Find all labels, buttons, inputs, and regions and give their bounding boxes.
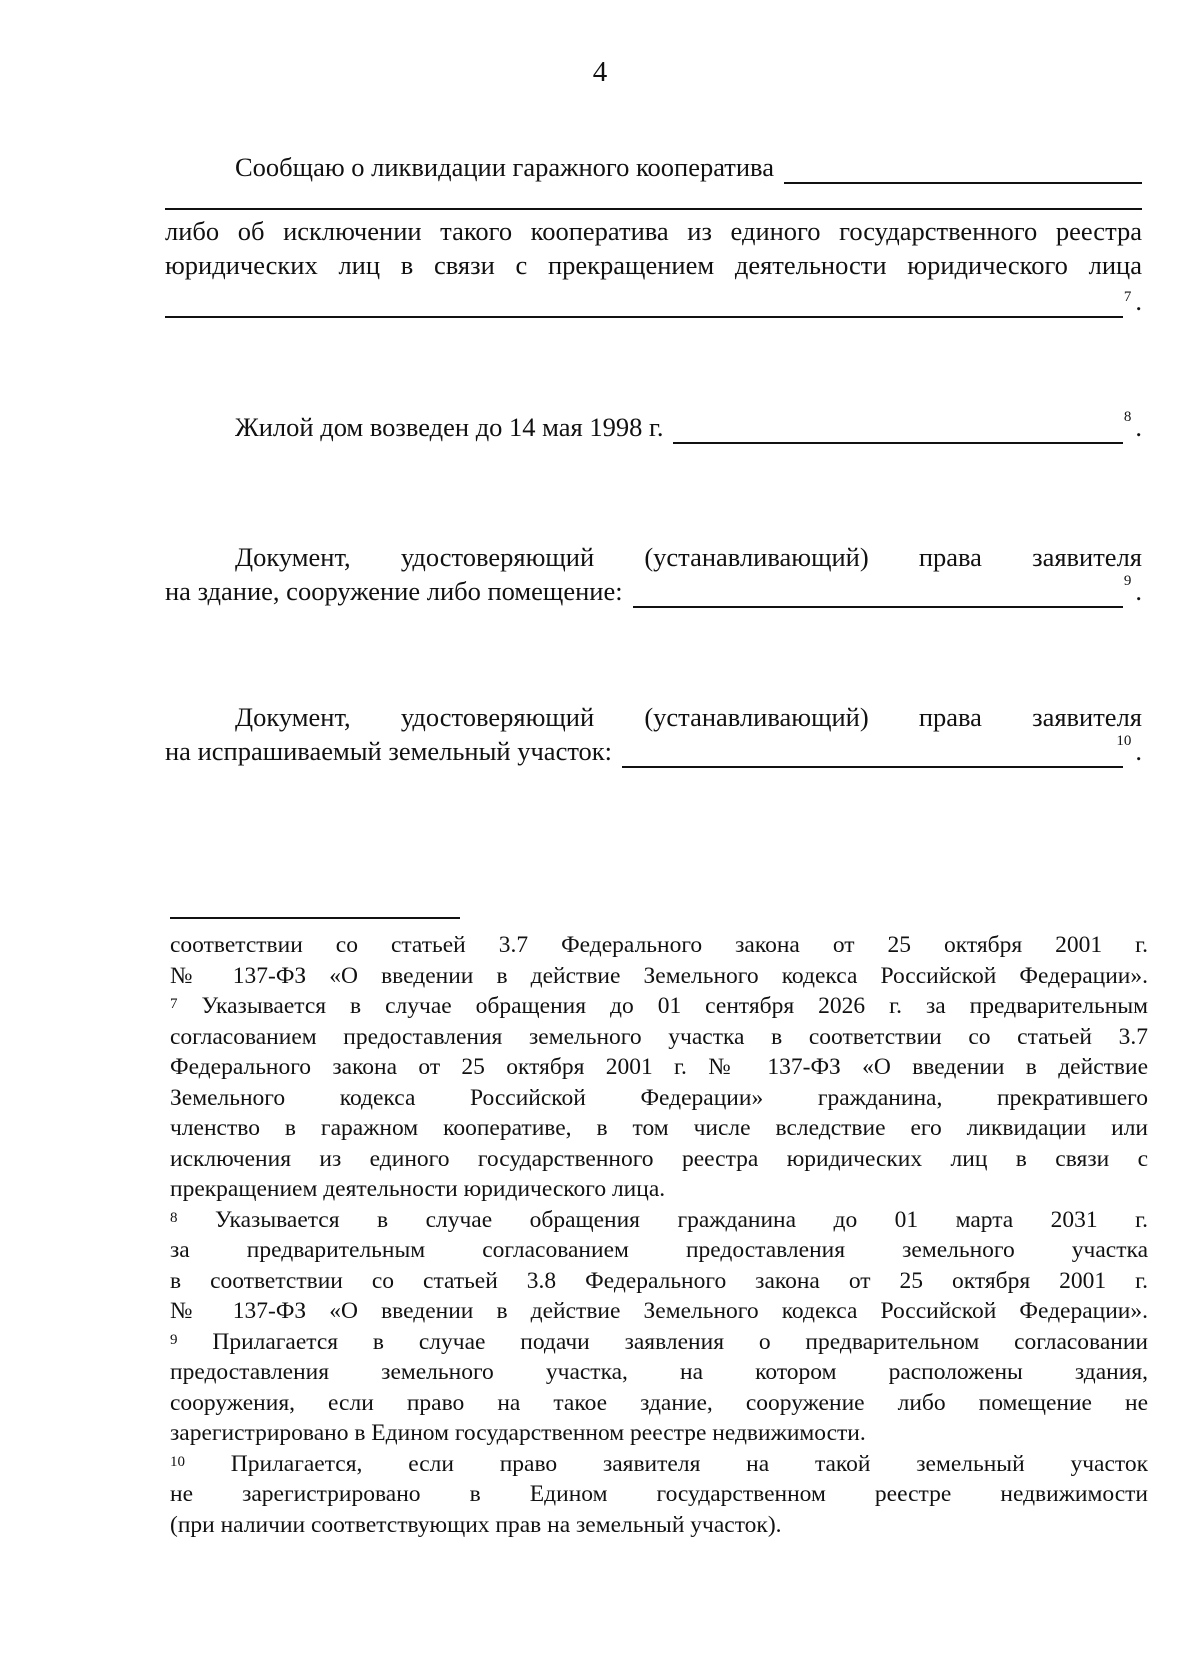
house-row: [165, 410, 1142, 444]
liquidation-details-blank[interactable]: [165, 289, 1132, 318]
footnote-7-line: Земельного кодекса Российской Федерации» гражданина, прекратившего: [170, 1084, 1148, 1111]
page-number: 4: [592, 56, 608, 88]
footnote-9-line: сооружения, если право на такое здание, сооружение либо помещение не: [170, 1389, 1148, 1416]
footnote-cont-line: № 137-ФЗ «О введении в действие Земельного кодекса Российской Федерации».: [170, 962, 1148, 989]
liquidation-text-1: Сообщаю о ликвидации гаражного кооператива: [235, 152, 774, 182]
footnote-7-line: членство в гаражном кооперативе, в том числе вследствие его ликвидации или: [170, 1115, 1148, 1141]
footnote-9-text: Прилагается в случае подачи заявления о предварительном согласовании: [212, 1328, 1149, 1355]
building-doc-text-2: на здание, сооружение либо помещение:: [165, 576, 623, 606]
footnote-9-line: зарегистрировано в Едином государственном реестре недвижимости.: [170, 1420, 866, 1446]
footnote-7-line: Федерального закона от 25 октября 2001 г. № 137-ФЗ «О введении в действие: [170, 1054, 1148, 1080]
liquidation-text-3: юридических лиц в связи с прекращением деятельности юридического лица: [165, 250, 1142, 280]
footnote-ref-8: 8: [1123, 409, 1132, 425]
footnotes: [170, 930, 1148, 1540]
liquidation-first-line: [165, 150, 1142, 184]
building-doc-block: [165, 540, 1142, 608]
building-doc-text-1: Документ, удостоверяющий (устанавливающий) права заявителя: [235, 542, 1142, 572]
liquidation-last-row: [165, 284, 1142, 318]
footnote-8-text: Указывается в случае обращения гражданина до 01 марта 2031 г.: [214, 1206, 1148, 1233]
liquidation-blank-row: [165, 190, 1142, 210]
house-end: .: [1135, 412, 1142, 442]
land-doc-row: [165, 734, 1142, 768]
footnote-cont-line: соответствии со статьей 3.7 Федерального закона от 25 октября 2001 г.: [170, 932, 1148, 958]
footnote-7-text: Указывается в случае обращения до 01 сентября 2026 г. за предварительным: [201, 993, 1148, 1019]
house-blank[interactable]: [673, 409, 1132, 444]
footnote-mark-7: 7: [170, 996, 178, 1012]
footnote-10-line: не зарегистрировано в Едином государственном реестре недвижимости: [170, 1481, 1148, 1507]
footnote-mark-8: 8: [170, 1209, 178, 1226]
footnote-7-line: согласованием предоставления земельного участка в соответствии со статьей 3.7: [170, 1023, 1148, 1050]
footnote-ref-10: 10: [1116, 733, 1132, 749]
house-block: [165, 410, 1142, 444]
land-doc-end: .: [1135, 736, 1142, 766]
land-doc-blank[interactable]: [622, 733, 1132, 768]
land-doc-text-2: на испрашиваемый земельный участок:: [165, 736, 613, 766]
footnote-8-line: № 137-ФЗ «О введении в действие Земельного кодекса Российской Федерации».: [170, 1298, 1148, 1324]
footnote-8-line: за предварительным согласованием предоставления земельного участка: [170, 1237, 1148, 1263]
cooperative-name-blank-2[interactable]: [165, 190, 1142, 210]
footnote-9-line: [170, 1327, 1148, 1358]
footnote-8-line: [170, 1205, 1148, 1236]
liquidation-block: [165, 150, 1142, 318]
footnote-8-line: в соответствии со статьей 3.8 Федерального закона от 25 октября 2001 г.: [170, 1267, 1148, 1294]
land-doc-text-1: Документ, удостоверяющий (устанавливающий) права заявителя: [235, 702, 1142, 732]
footnote-10-text: Прилагается, если право заявителя на такой земельный участок: [230, 1450, 1148, 1477]
footnote-10-line: [170, 1449, 1148, 1480]
footnote-10-line: (при наличии соответствующих прав на земельный участок).: [170, 1511, 782, 1538]
land-doc-block: [165, 700, 1142, 768]
footnote-7-line: прекращением деятельности юридического лица.: [170, 1176, 666, 1202]
footnote-separator: [170, 917, 460, 919]
building-doc-row: [165, 574, 1142, 608]
footnote-7-line: исключения из единого государственного реестра юридических лиц в связи с: [170, 1145, 1148, 1172]
building-doc-end: .: [1135, 576, 1142, 606]
footnote-ref-7: 7: [1123, 289, 1132, 305]
house-text: Жилой дом возведен до 14 мая 1998 г.: [235, 412, 664, 442]
footnote-7-line: [170, 991, 1148, 1022]
footnote-9-line: предоставления земельного участка, на котором расположены здания,: [170, 1359, 1148, 1385]
footnote-mark-9: 9: [170, 1331, 178, 1348]
footnote-ref-9: 9: [1123, 573, 1132, 589]
liquidation-end: .: [1135, 286, 1142, 316]
liquidation-text-2: либо об исключении такого кооператива из единого государственного реестра: [165, 216, 1142, 246]
cooperative-name-blank[interactable]: [784, 156, 1142, 184]
building-doc-blank[interactable]: [633, 573, 1132, 608]
footnote-mark-10: 10: [170, 1453, 185, 1470]
